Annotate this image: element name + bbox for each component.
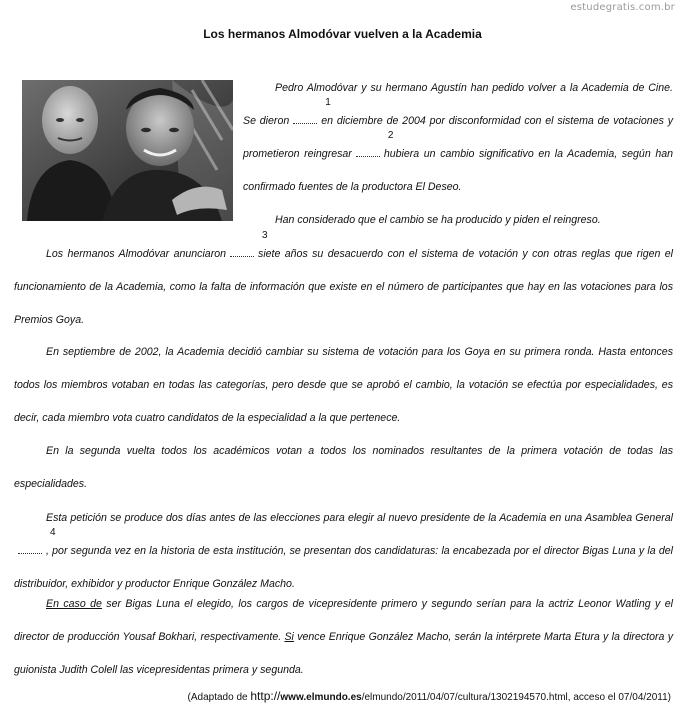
blank-4 — [18, 527, 56, 554]
paragraph-7 — [14, 588, 673, 687]
source-protocol: http:// — [250, 689, 281, 703]
paragraph-1 — [243, 72, 673, 204]
source-citation — [188, 689, 671, 705]
paragraph-5: En la segunda vuelta todos los académicos votan a todos los nominados resultantes de la primera votación de todas las especialidades. — [14, 445, 673, 490]
blank-4-number: 4 — [50, 527, 56, 538]
blank-2-number: 2 — [387, 130, 394, 141]
source-path: /elmundo/2011/04/07/cultura/1302194570.html, acceso el 07/04/2011) — [361, 692, 671, 703]
blank-1 — [293, 97, 331, 124]
article-photo — [22, 80, 233, 221]
paragraph-3-text-a: Los hermanos Almodóvar anunciaron — [46, 248, 227, 260]
blank-2 — [356, 130, 394, 157]
paragraph-3-text-b: siete años su desacuerdo con el sistema de votación y con otras reglas que rigen el funcionamiento de la Academia, como la falta de información que existe en el número de participantes que hay en las votaciones para los Premios Goya. — [14, 248, 673, 326]
paragraph-6-text-b: , por segunda vez en la historia de esta institución, se presentan dos candidaturas: la encabezada por el director Bigas Luna y la del distribuidor, exhibidor y productor Enrique González Macho. — [14, 545, 673, 590]
blank-3-number: 3 — [262, 230, 268, 241]
paragraph-1-text-a: Pedro Almodóvar y su hermano Agustín han pedido volver a la Academia de Cine. Se dieron — [243, 82, 673, 127]
paragraph-2: Han considerado que el cambio se ha producido y piden el reingreso. — [275, 214, 601, 226]
paragraph-7-text-b: vence Enrique González Macho, serán la intérprete Marta Etura y la directora y guionista Judith Colell las vicepresidentas primera y segunda. — [14, 631, 673, 676]
paragraph-4: En septiembre de 2002, la Academia decidió cambiar su sistema de votación para los Goya en su primera ronda. Hasta entonces todos los miembros votaban en todas las categorías, pero desde que se aprobó el cambio, la votación se efectúa por especialidades, es decir, cada miembro vota cuatro candidatos de la especialidad a la que pertenece. — [14, 346, 673, 424]
blank-3 — [230, 230, 268, 257]
paragraph-1-text-c: hubiera un cambio significativo en la Academia, según han confirmado fuentes de la productora El Deseo. — [243, 148, 673, 193]
paragraph-6-text-a: Esta petición se produce dos días antes de las elecciones para elegir al nuevo presidente de la Academia en una Asamblea General — [46, 512, 673, 524]
source-prefix: (Adaptado de — [187, 692, 248, 703]
paragraph-6 — [14, 502, 673, 601]
paragraph-1-text-b: en diciembre de 2004 por disconformidad con el sistema de votaciones y prometieron reingresar — [243, 115, 673, 160]
underlined-word-si: Si — [284, 631, 294, 643]
article-title: Los hermanos Almodóvar vuelven a la Academia — [203, 27, 482, 41]
underlined-phrase-en-caso-de: En caso de — [46, 598, 102, 610]
photo-of-two-men-icon — [22, 80, 233, 221]
source-domain: www.elmundo.es — [280, 692, 362, 703]
watermark: estudegratis.com.br — [570, 2, 675, 13]
blank-1-number: 1 — [325, 97, 331, 108]
paragraph-3 — [14, 230, 673, 337]
paragraph-7-text-a: ser Bigas Luna el elegido, los cargos de vicepresidente primero y segundo serían para la actriz Leonor Watling y el director de producción Yousaf Bokhari, respectivamente. — [14, 598, 673, 643]
